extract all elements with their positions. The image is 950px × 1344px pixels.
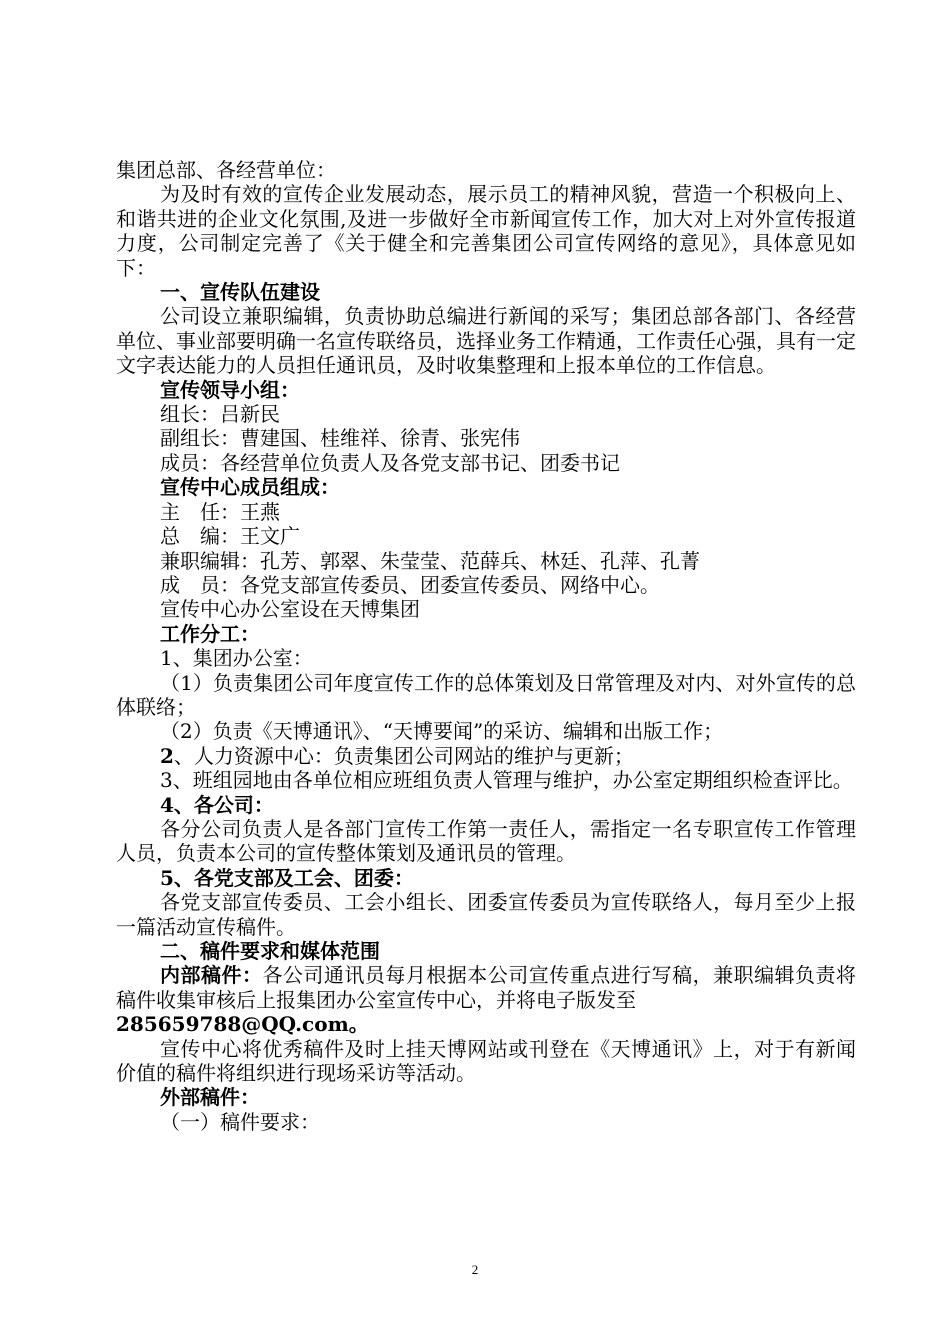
item1-1-paragraph: （1）负责集团公司年度宣传工作的总体策划及日常管理及对内、对外宣传的总体联络；	[116, 670, 856, 719]
leader-line: 组长：吕新民	[160, 402, 280, 427]
document-body	[116, 158, 856, 1134]
item2-number: 2	[160, 743, 174, 768]
center-members-line: 成 员：各党支部宣传委员、团委宣传委员、网络中心。	[160, 572, 660, 597]
item2-text: 、人力资源中心：负责集团公司网站的维护与更新；	[173, 743, 634, 768]
intro-paragraph: 为及时有效的宣传企业发展动态，展示员工的精神风貌，营造一个积极向上、和谐共进的企业文化氛围,及进一步做好全市新闻宣传工作，加大对上对外宣传报道力度，公司制定完善了《关于健全和完善集团公司宣传网络的意见》，具体意见如下：	[116, 182, 856, 280]
item4-heading: 4、各公司：	[160, 792, 274, 817]
division-heading: 工作分工：	[160, 621, 260, 646]
external-heading: 外部稿件：	[160, 1085, 260, 1110]
part-editors-line: 兼职编辑：孔芳、郭翠、朱莹莹、范薛兵、林廷、孔萍、孔菁	[160, 548, 700, 573]
internal-body: 各公司通讯员每月根据本公司宣传重点进行写稿，兼职编辑负责将稿件收集审核后上报集团办公室宣传中心，并将电子版发至	[116, 963, 857, 1012]
section2-heading: 二、稿件要求和媒体范围	[160, 939, 380, 963]
director-line: 主 任：王燕	[160, 499, 280, 524]
item5-heading: 5、各党支部及工会、团委：	[160, 865, 414, 890]
office-line: 宣传中心办公室设在天博集团	[160, 597, 420, 622]
internal-paragraph	[116, 963, 856, 1012]
email-address: 285659788@QQ.com。	[116, 1012, 369, 1037]
chief-editor-line: 总 编：王文广	[160, 524, 300, 549]
item1-2-line: （2）负责《天博通讯》、“天博要闻”的采访、编辑和出版工作；	[160, 719, 724, 744]
deputy-line: 副组长：曹建国、桂维祥、徐青、张宪伟	[160, 426, 520, 451]
requirements-line: （一）稿件要求：	[160, 1109, 320, 1134]
item2-line	[116, 744, 856, 768]
section1-heading: 一、宣传队伍建设	[160, 280, 320, 305]
members-line: 成员：各经营单位负责人及各党支部书记、团委书记	[160, 450, 620, 475]
page-number: 2	[471, 1262, 479, 1277]
internal-label: 内部稿件：	[160, 963, 263, 988]
item1-heading: 1、集团办公室：	[160, 646, 313, 671]
item5-paragraph: 各党支部宣传委员、工会小组长、团委宣传委员为宣传联络人，每月至少上报一篇活动宣传稿件。	[116, 890, 856, 939]
center-heading: 宣传中心成员组成：	[160, 475, 340, 500]
item4-paragraph: 各分公司负责人是各部门宣传工作第一责任人，需指定一名专职宣传工作管理人员，负责本公司的宣传整体策划及通讯员的管理。	[116, 816, 856, 866]
section1-paragraph: 公司设立兼职编辑，负责协助总编进行新闻的采写；集团总部各部门、各经营单位、事业部要明确一名宣传联络员，选择业务工作精通，工作责任心强，具有一定文字表达能力的人员担任通讯员，及时收集整理和上报本单位的工作信息。	[116, 304, 856, 378]
leader-group-heading: 宣传领导小组：	[160, 377, 300, 402]
salutation: 集团总部、各经营单位：	[116, 158, 336, 182]
item3-paragraph: 3、班组园地由各单位相应班组负责人管理与维护，办公室定期组织检查评比。	[160, 768, 853, 793]
publish-paragraph: 宣传中心将优秀稿件及时上挂天博网站或刊登在《天博通讯》上，对于有新闻价值的稿件将组织进行现场采访等活动。	[116, 1036, 856, 1086]
